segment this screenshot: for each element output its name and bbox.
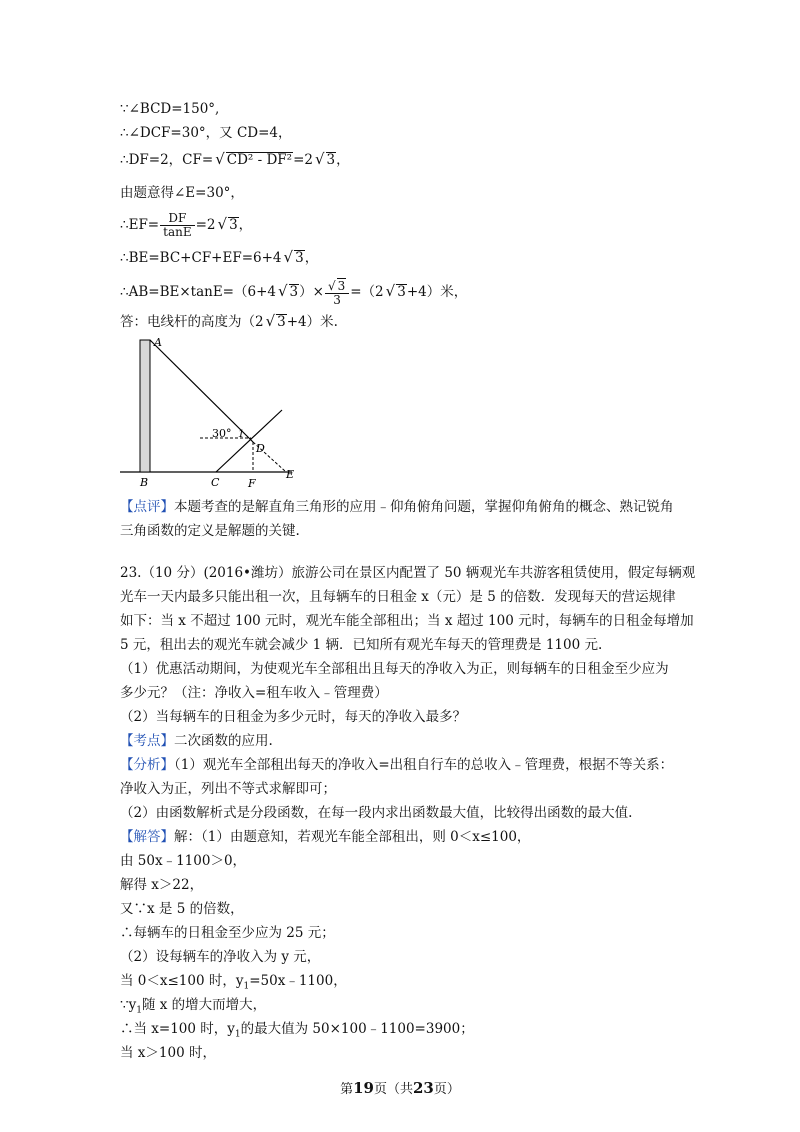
step-text: ∵y: [120, 997, 137, 1013]
solution-text: ∴EF=: [120, 217, 160, 233]
line-AD: [150, 340, 253, 442]
problem-text: 如下：当 x 不超过 100 元时，观光车能全部租出；当 x 超过 100 元时，每辆车的日租金每增加: [120, 613, 694, 629]
kaodian-text: 二次函数的应用.: [174, 733, 273, 749]
page-footer: [0, 1078, 800, 1097]
answer-header-line: [120, 828, 530, 846]
numerator: [325, 278, 349, 294]
problem-text: 5 元，租出去的观光车就会减少 1 辆．已知所有观光车每天的管理费是 1100 元.: [120, 637, 603, 653]
answer-text: 解：（1）由题意知，若观光车能全部租出，则 0＜x≤100，: [174, 829, 531, 845]
analysis-text: 净收入为正，列出不等式求解即可；: [120, 781, 336, 797]
step-text: （2）设每辆车的净收入为 y 元，: [120, 949, 321, 965]
solution-text: ∴∠DCF=30°，又 CD=4，: [120, 125, 292, 141]
solution-line-6: [120, 248, 318, 267]
analysis-line-3: [120, 804, 632, 822]
solution-text: =（2: [350, 284, 384, 300]
label-d: D: [256, 442, 265, 455]
question-text: （2）当每辆车的日租金为多少元时，每天的净收入最多？: [120, 709, 467, 725]
step-8: [120, 1020, 474, 1044]
solution-text: ∴AB=BE×tanE=（6+4: [120, 284, 276, 300]
step-9: [120, 1044, 216, 1062]
solution-text: =2: [195, 217, 216, 233]
problem-line-3: [120, 612, 694, 630]
question-1-line-1: [120, 660, 669, 678]
subscript: 1: [234, 1029, 241, 1040]
step-text: 当 x＞100 时，: [120, 1045, 216, 1061]
denominator: 3: [333, 293, 341, 307]
slope-line: [216, 410, 282, 472]
sqrt-icon: √: [217, 215, 228, 233]
problem-line-4: [120, 636, 602, 654]
question-1-line-2: [120, 684, 388, 702]
denominator: tanE: [163, 225, 192, 239]
radicand: 3: [295, 250, 304, 266]
angle-label: 30°: [212, 427, 232, 440]
problem-line-1: [120, 564, 695, 582]
solution-line-7: [120, 278, 467, 307]
problem-line-2: [120, 588, 676, 606]
review-line-2: [120, 522, 300, 540]
solution-text: +4）米.: [286, 314, 338, 330]
review-line-1: [120, 498, 674, 516]
step-text: =50x﹣1100，: [249, 973, 347, 989]
answer-line: [120, 312, 338, 331]
analysis-text: （1）观光车全部租出每天的净收入=出租自行车的总收入﹣管理费，根据不等关系：: [174, 757, 674, 773]
review-text: 本题考查的是解直角三角形的应用﹣仰角俯角问题，掌握仰角俯角的概念、熟记锐角: [174, 499, 674, 515]
solution-line-1: [120, 100, 219, 118]
footer-text: 页）: [433, 1082, 460, 1097]
solution-text: 答：电线杆的高度为（2: [120, 314, 264, 330]
sqrt-icon: √: [327, 279, 336, 293]
question-2: [120, 708, 466, 726]
kaodian-line: [120, 732, 273, 750]
step-text: 解得 x＞22，: [120, 877, 204, 893]
footer-text: 页（共: [373, 1082, 413, 1097]
review-text: 三角函数的定义是解题的关键.: [120, 523, 300, 539]
problem-text: 23.（10 分）(2016•潍坊）旅游公司在景区内配置了 50 辆观光车共游客租赁使用，假定每辆观: [120, 565, 696, 581]
solution-text: ∴BE=BC+CF+EF=6+4: [120, 250, 282, 266]
solution-text: +4）米，: [406, 284, 468, 300]
kaodian-tag: 【考点】: [120, 733, 174, 749]
solution-text: ）×: [299, 284, 324, 300]
solution-line-4: [120, 184, 244, 202]
radicand: 3: [326, 152, 336, 168]
solution-text: =2: [293, 152, 313, 168]
analysis-tag: 【分析】: [120, 757, 174, 773]
answer-tag: 【解答】: [120, 829, 174, 845]
sqrt-icon: √: [385, 282, 396, 300]
geometry-figure: [116, 334, 316, 494]
radicand: 3: [229, 217, 238, 233]
step-text: 当 0＜x≤100 时，y: [120, 973, 244, 989]
step-text: 又∵x 是 5 的倍数，: [120, 901, 244, 917]
radicand: 3: [277, 314, 286, 330]
sqrt-icon: √: [265, 312, 276, 330]
analysis-text: （2）由函数解析式是分段函数，在每一段内求出函数最大值，比较得出函数的最大值.: [120, 805, 633, 821]
problem-text: 光车一天内最多只能出租一次，且每辆车的日租金 x（元）是 5 的倍数．发现每天的营运规律: [120, 589, 676, 605]
step-text: ∴每辆车的日租金至少应为 25 元；: [120, 925, 335, 941]
radicand: 3: [289, 284, 299, 300]
step-1: [120, 852, 246, 870]
radicand: 3: [337, 279, 346, 293]
radicand: 3: [397, 284, 406, 300]
radicand: CD² - DF²: [226, 152, 293, 168]
step-2: [120, 876, 203, 894]
sqrt-icon: √: [277, 282, 288, 300]
review-tag: 【点评】: [120, 499, 174, 515]
solution-text: ，: [304, 250, 319, 266]
step-text: ∴当 x=100 时，y: [120, 1021, 235, 1037]
step-4: [120, 924, 335, 942]
label-c: C: [211, 476, 220, 489]
subscript: 1: [243, 981, 250, 992]
step-3: [120, 900, 244, 918]
label-a: A: [154, 336, 162, 349]
pole: [140, 340, 150, 472]
total-pages: 23: [413, 1079, 434, 1097]
fraction: [160, 212, 194, 239]
question-text: （1）优惠活动期间，为使观光车全部租出且每天的净收入为正，则每辆车的日租金至少应为: [120, 661, 669, 677]
numerator: DF: [160, 212, 194, 226]
step-7: [120, 996, 266, 1020]
step-text: 的最大值为 50×100﹣1100=3900；: [240, 1021, 474, 1037]
solution-text: ，: [238, 217, 253, 233]
question-text: 多少元？（注：净收入=租车收入﹣管理费）: [120, 685, 388, 701]
sqrt-icon: √: [215, 150, 225, 168]
solution-text: 由题意得∠E=30°，: [120, 185, 244, 201]
step-6: [120, 972, 347, 996]
solution-text: ∵∠BCD=150°,: [120, 101, 220, 117]
solution-text: ∴DF=2，CF=: [120, 152, 214, 168]
footer-text: 第: [340, 1082, 354, 1097]
fraction: [325, 278, 349, 307]
step-text: 随 x 的增大而增大，: [141, 997, 267, 1013]
sqrt-icon: √: [283, 248, 294, 266]
step-text: 由 50x﹣1100＞0，: [120, 853, 247, 869]
angle-mark: 1: [238, 429, 245, 440]
solution-text: ，: [336, 152, 350, 168]
label-b: B: [140, 476, 149, 489]
solution-line-2: [120, 124, 292, 142]
label-e: E: [286, 468, 295, 481]
step-5: [120, 948, 320, 966]
solution-line-5: [120, 212, 252, 239]
analysis-line-1: [120, 756, 673, 774]
label-f: F: [248, 477, 256, 490]
analysis-line-2: [120, 780, 336, 798]
page-number: 19: [353, 1079, 374, 1097]
subscript: 1: [136, 1005, 142, 1016]
solution-line-3: [120, 150, 350, 169]
sqrt-icon: √: [314, 150, 325, 168]
